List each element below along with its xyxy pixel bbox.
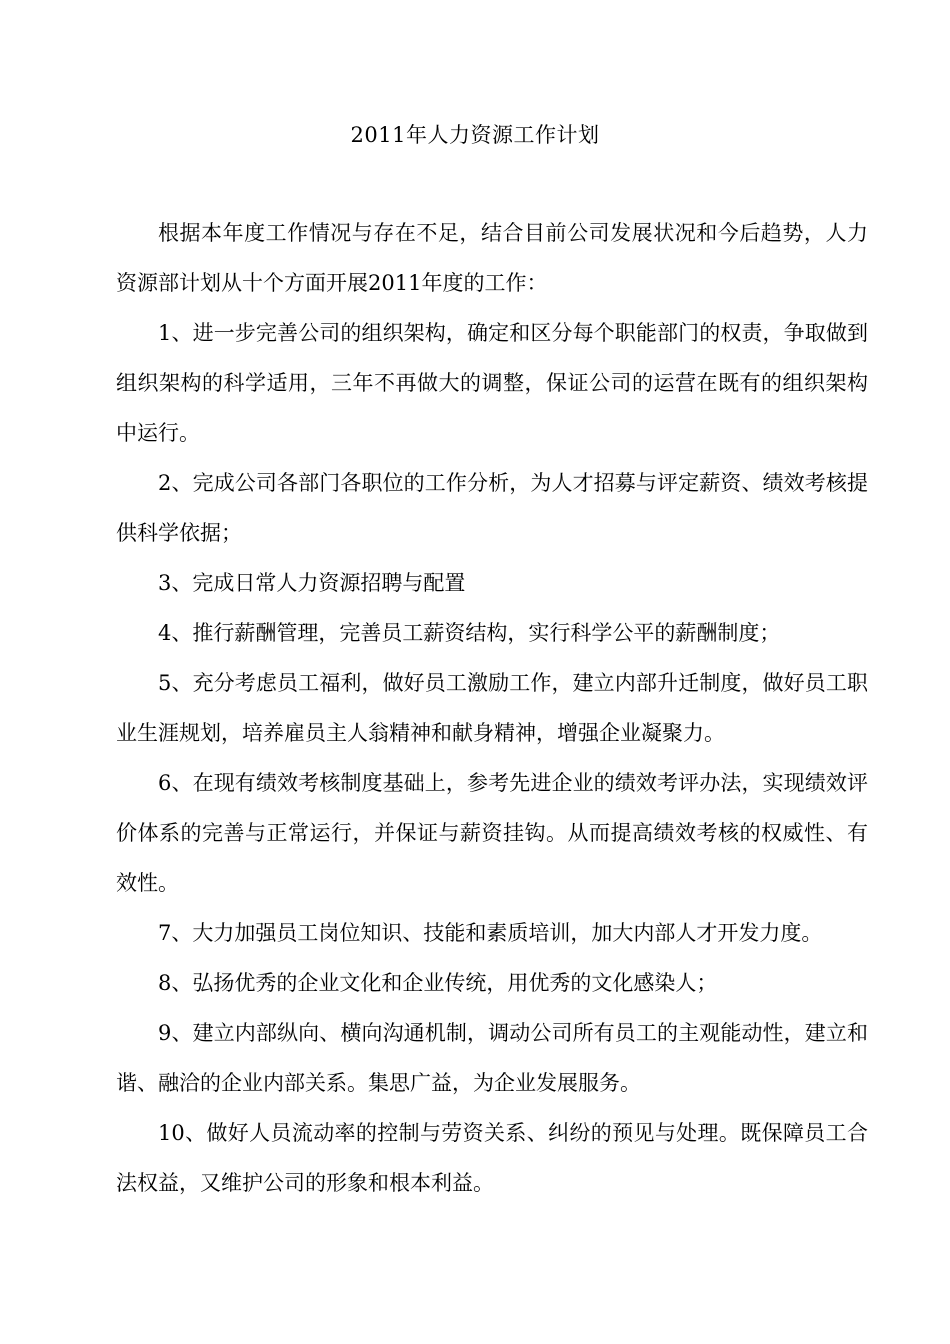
plan-item-9: 9、建立内部纵向、横向沟通机制，调动公司所有员工的主观能动性，建立和谐、融洽的企业内部关系。集思广益，为企业发展服务。 bbox=[116, 1021, 868, 1095]
plan-item-7: 7、大力加强员工岗位知识、技能和素质培训，加大内部人才开发力度。 bbox=[158, 921, 823, 945]
plan-item-2: 2、完成公司各部门各职位的工作分析，为人才招募与评定薪资、绩效考核提供科学依据； bbox=[116, 471, 868, 545]
plan-item-8: 8、弘扬优秀的企业文化和企业传统，用优秀的文化感染人； bbox=[158, 971, 718, 995]
plan-item-3: 3、完成日常人力资源招聘与配置 bbox=[158, 571, 466, 595]
document-title: 2011年人力资源工作计划 bbox=[350, 123, 600, 147]
plan-item-5: 5、充分考虑员工福利，做好员工激励工作，建立内部升迁制度，做好员工职业生涯规划，培养雇员主人翁精神和献身精神，增强企业凝聚力。 bbox=[116, 671, 868, 745]
document-body bbox=[116, 208, 868, 1208]
plan-item-6: 6、在现有绩效考核制度基础上，参考先进企业的绩效考评办法，实现绩效评价体系的完善与正常运行，并保证与薪资挂钩。从而提高绩效考核的权威性、有效性。 bbox=[116, 771, 868, 895]
intro-paragraph: 根据本年度工作情况与存在不足，结合目前公司发展状况和今后趋势，人力资源部计划从十个方面开展2011年度的工作： bbox=[116, 221, 868, 295]
plan-item-1: 1、进一步完善公司的组织架构，确定和区分每个职能部门的权责，争取做到组织架构的科学适用，三年不再做大的调整，保证公司的运营在既有的组织架构中运行。 bbox=[116, 321, 868, 445]
plan-item-4: 4、推行薪酬管理，完善员工薪资结构，实行科学公平的薪酬制度； bbox=[158, 621, 781, 645]
plan-item-10: 10、做好人员流动率的控制与劳资关系、纠纷的预见与处理。既保障员工合法权益，又维护公司的形象和根本利益。 bbox=[116, 1121, 868, 1195]
